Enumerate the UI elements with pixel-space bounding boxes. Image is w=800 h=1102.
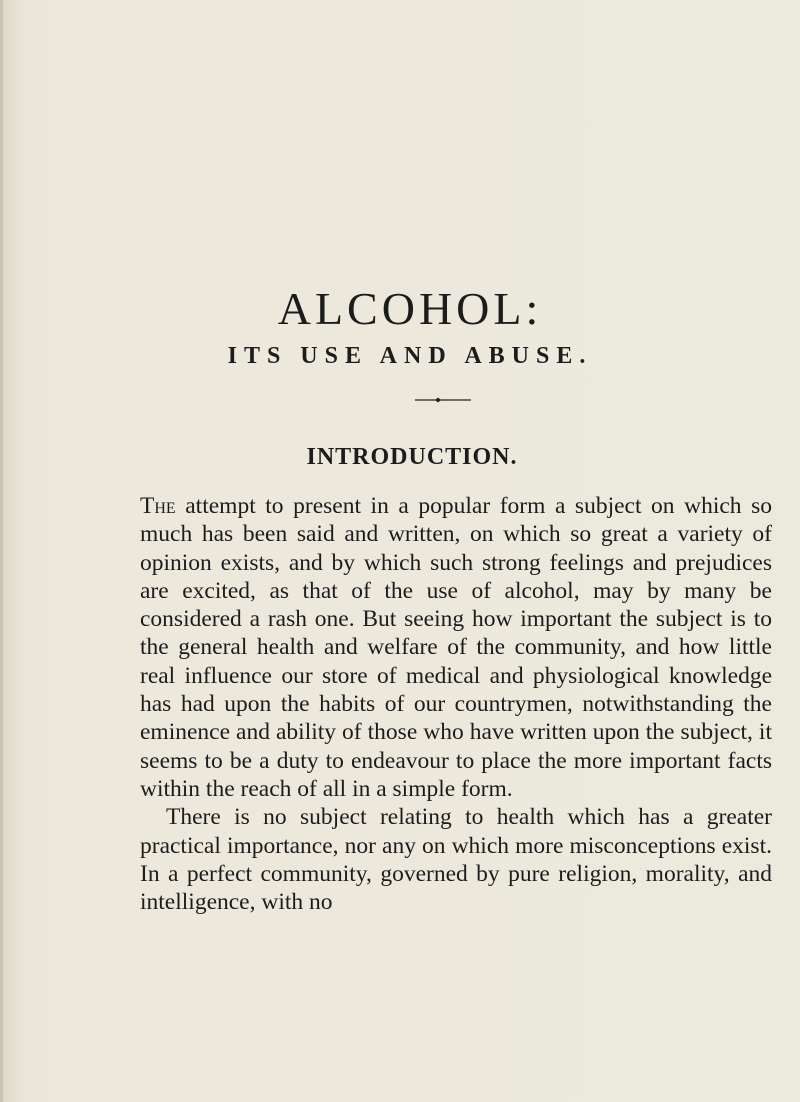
book-title: ALCOHOL: bbox=[277, 283, 543, 334]
book-subtitle: ITS USE AND ABUSE. bbox=[227, 343, 593, 369]
paragraph-1-lead-word: The bbox=[140, 493, 176, 519]
section-heading: INTRODUCTION. bbox=[306, 444, 518, 470]
body-text bbox=[140, 492, 772, 916]
paragraph-1 bbox=[140, 492, 772, 803]
page-edge bbox=[0, 0, 3, 1102]
divider-ornament bbox=[415, 396, 471, 404]
paragraph-2 bbox=[140, 803, 772, 916]
paragraph-1-text: attempt to present in a popular form a subject on which so much has been said and written, on which so great a variety of opinion exists, and by which such strong feelings and prejudices are excited, as that of the use of alcohol, may by many be considered a rash one. But seeing how important the subject is to the general health and welfare of the community, and how little real influence our store of medical and physiological knowledge has had upon the habits of our countrymen, notwithstanding the eminence and ability of those who have written upon the subject, it seems to be a duty to endeavour to place the more important facts within the reach of all in a simple form. bbox=[140, 493, 772, 802]
paragraph-2-text: There is no subject relating to health which has a greater practical importance, nor any on which more misconceptions exist. In a perfect community, governed by pure religion, morality, and intelligence, with no bbox=[140, 804, 772, 916]
